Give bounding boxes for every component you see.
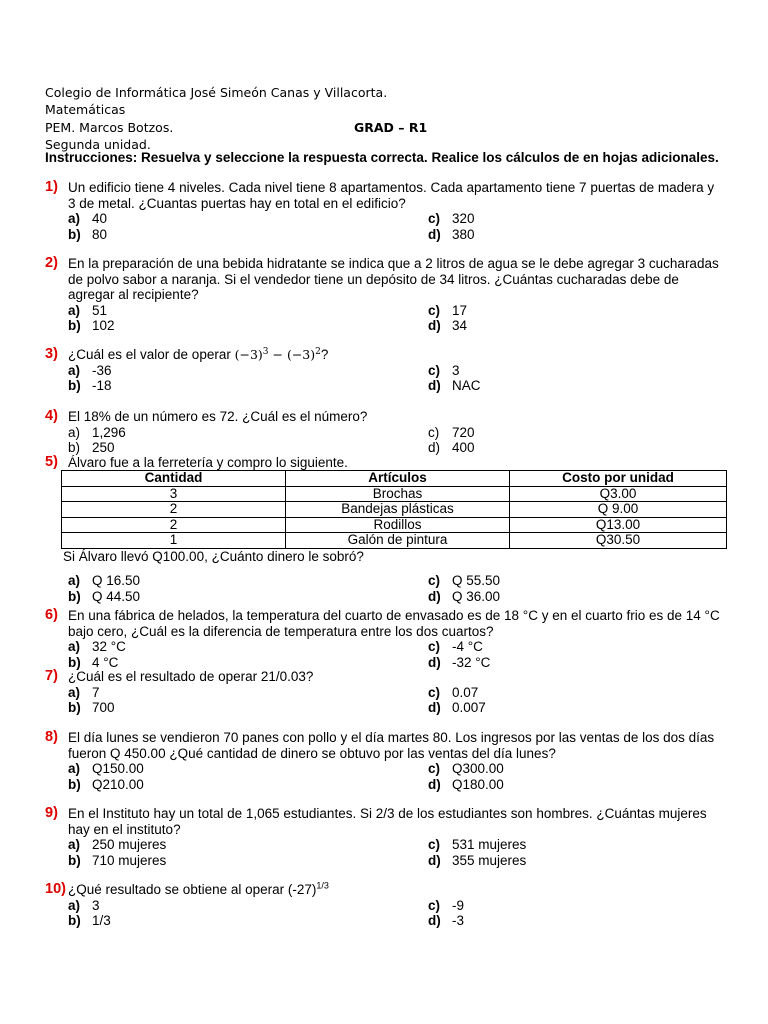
option-d[interactable]: d) Q180.00 bbox=[428, 776, 504, 792]
table-cell: 2 bbox=[62, 502, 286, 518]
options bbox=[68, 211, 725, 243]
option-a[interactable]: a) 32 °C bbox=[68, 639, 126, 654]
options bbox=[68, 898, 725, 930]
question-5-followup bbox=[45, 549, 725, 565]
option-c[interactable]: c) Q 55.50 bbox=[428, 573, 501, 588]
question-number: 4) bbox=[45, 408, 58, 424]
question-text: Un edificio tiene 4 niveles. Cada nivel tiene 8 apartamentos. Cada apartamento tiene 7 puertas de madera y 3 de metal. ¿Cuantas puertas hay en total en el edificio? bbox=[68, 180, 715, 211]
options bbox=[68, 363, 725, 395]
question-text: En la preparación de una bebida hidratante se indica que a 2 litros de agua se le debe agregar 3 cucharadas de polvo sabor a naranja. Si el vendedor tiene un depósito de 34 litros. ¿Cuántas cucharadas debe de agregar al recipiente? bbox=[68, 256, 719, 302]
question-text: Si Álvaro llevó Q100.00, ¿Cuánto dinero le sobró? bbox=[63, 549, 364, 564]
question-text: ¿Qué resultado se obtiene al operar $(-27)^{1/3}$ bbox=[68, 880, 329, 897]
option-d[interactable]: d) NAC bbox=[428, 378, 481, 393]
option-d[interactable]: d) 355 mujeres bbox=[428, 852, 527, 868]
option-a[interactable]: a) 250 mujeres bbox=[68, 837, 167, 852]
question-8 bbox=[45, 730, 725, 793]
instructions: Instrucciones: Resuelva y seleccione la respuesta correcta. Realice los cálculos de en hojas adicionales. bbox=[45, 150, 719, 165]
table-cell: 2 bbox=[62, 517, 286, 533]
option-a[interactable]: a) 3 bbox=[68, 897, 100, 913]
option-b[interactable]: b) -18 bbox=[68, 378, 112, 393]
table-cell: Galón de pintura bbox=[286, 533, 510, 549]
question-number: 2) bbox=[45, 255, 58, 271]
option-d[interactable]: d) 400 bbox=[428, 440, 475, 455]
question-7 bbox=[45, 669, 725, 717]
options bbox=[68, 761, 725, 793]
table-row bbox=[62, 517, 727, 533]
table-row bbox=[62, 533, 727, 549]
option-b[interactable]: b) Q210.00 bbox=[68, 776, 144, 792]
options bbox=[68, 303, 725, 335]
table-cell: Q 9.00 bbox=[510, 502, 727, 518]
option-b[interactable]: b) 102 bbox=[68, 318, 115, 333]
option-c[interactable]: c) 0.07 bbox=[428, 684, 479, 700]
option-c[interactable]: c) -4 °C bbox=[428, 639, 483, 654]
table-row bbox=[62, 502, 727, 518]
option-c[interactable]: c) 720 bbox=[428, 424, 475, 440]
table-cell: Q3.00 bbox=[510, 486, 727, 502]
option-c[interactable]: c) 320 bbox=[428, 211, 475, 226]
column-header: Artículos bbox=[286, 471, 510, 487]
option-b[interactable]: b) 1/3 bbox=[68, 913, 111, 928]
option-a[interactable]: a) -36 bbox=[68, 362, 112, 378]
question-text: Álvaro fue a la ferretería y compro lo siguiente. bbox=[68, 455, 348, 470]
school-name: Colegio de Informática José Simeón Canas y Villacorta. bbox=[45, 85, 388, 100]
options bbox=[68, 685, 725, 717]
option-a[interactable]: a) Q150.00 bbox=[68, 761, 144, 776]
table-cell: Bandejas plásticas bbox=[286, 502, 510, 518]
question-2 bbox=[45, 256, 725, 335]
table-row bbox=[62, 486, 727, 502]
question-10 bbox=[45, 882, 725, 930]
option-d[interactable]: d) 34 bbox=[428, 318, 468, 333]
purchase-table bbox=[61, 470, 727, 549]
unit-label: Segunda unidad. bbox=[45, 137, 151, 152]
option-d[interactable]: d) -3 bbox=[428, 913, 465, 928]
question-number: 8) bbox=[45, 729, 58, 745]
question-number: 1) bbox=[45, 179, 58, 195]
options bbox=[68, 837, 725, 869]
subject-name: Matemáticas bbox=[45, 102, 126, 117]
table-cell: Q30.50 bbox=[510, 533, 727, 549]
options bbox=[68, 425, 725, 457]
option-c[interactable]: c) 531 mujeres bbox=[428, 837, 527, 852]
question-number: 7) bbox=[45, 668, 58, 684]
table-cell: 3 bbox=[62, 486, 286, 502]
option-c[interactable]: c) Q300.00 bbox=[428, 761, 504, 776]
question-number: 6) bbox=[45, 607, 58, 623]
question-number: 10) bbox=[45, 881, 66, 897]
question-number: 9) bbox=[45, 805, 58, 821]
option-b[interactable]: b) 700 bbox=[68, 700, 115, 715]
question-text: ¿Cuál es el resultado de operar 21/0.03? bbox=[68, 669, 314, 684]
teacher-name: PEM. Marcos Botzos. bbox=[45, 120, 174, 135]
question-5 bbox=[45, 455, 725, 471]
question-6 bbox=[45, 608, 725, 671]
question-text: En una fábrica de helados, la temperatura del cuarto de envasado es de 18 °C y en el cuarto frio es de 14 °C bajo cero, ¿Cuál es la diferencia de temperatura entre los dos cuartos? bbox=[68, 608, 720, 639]
option-b[interactable]: b) Q 44.50 bbox=[68, 588, 141, 604]
table-cell: Rodillos bbox=[286, 517, 510, 533]
option-c[interactable]: c) 17 bbox=[428, 302, 468, 318]
options bbox=[68, 639, 725, 671]
question-1 bbox=[45, 180, 725, 243]
column-header: Costo por unidad bbox=[510, 471, 727, 487]
option-a[interactable]: a) 1,296 bbox=[68, 424, 126, 440]
table-cell: Q13.00 bbox=[510, 517, 727, 533]
option-d[interactable]: d) 0.007 bbox=[428, 700, 486, 715]
question-9 bbox=[45, 806, 725, 869]
option-b[interactable]: b) 80 bbox=[68, 226, 108, 242]
option-b[interactable]: b) 4 °C bbox=[68, 654, 119, 670]
option-a[interactable]: a) 40 bbox=[68, 211, 108, 226]
grade-label: GRAD – R1 bbox=[354, 120, 428, 135]
question-4 bbox=[45, 409, 725, 457]
option-a[interactable]: a) 7 bbox=[68, 684, 100, 700]
question-5-options bbox=[45, 573, 725, 605]
table-header-row bbox=[62, 471, 727, 487]
option-d[interactable]: d) -32 °C bbox=[428, 654, 491, 670]
option-a[interactable]: a) 51 bbox=[68, 302, 108, 318]
option-c[interactable]: c) -9 bbox=[428, 897, 465, 913]
question-number: 5) bbox=[45, 454, 58, 470]
option-b[interactable]: b) 250 bbox=[68, 440, 115, 455]
question-text: El día lunes se vendieron 70 panes con pollo y el día martes 80. Los ingresos por las ventas de los dos días fueron Q 450.00 ¿Qué cantidad de dinero se obtuvo por las ventas del día lunes? bbox=[68, 730, 715, 761]
question-number: 3) bbox=[45, 346, 58, 362]
option-d[interactable]: d) 380 bbox=[428, 226, 475, 242]
table-cell: 1 bbox=[62, 533, 286, 549]
option-d[interactable]: d) Q 36.00 bbox=[428, 588, 501, 604]
column-header: Cantidad bbox=[62, 471, 286, 487]
question-text: ¿Cuál es el valor de operar $(-3)^3 - (-3)^2$? bbox=[68, 346, 329, 362]
question-text: En el Instituto hay un total de 1,065 estudiantes. Si 2/3 de los estudiantes son hombres. ¿Cuántas mujeres hay en el instituto? bbox=[68, 806, 707, 837]
option-a[interactable]: a) Q 16.50 bbox=[68, 573, 141, 588]
table-cell: Brochas bbox=[286, 486, 510, 502]
options bbox=[68, 573, 725, 605]
option-b[interactable]: b) 710 mujeres bbox=[68, 852, 167, 868]
math-expression: $(-3)^3 - (-3)^2$ bbox=[234, 346, 321, 362]
option-c[interactable]: c) 3 bbox=[428, 362, 460, 378]
question-text: El 18% de un número es 72. ¿Cuál es el número? bbox=[68, 409, 368, 424]
question-3 bbox=[45, 347, 725, 395]
